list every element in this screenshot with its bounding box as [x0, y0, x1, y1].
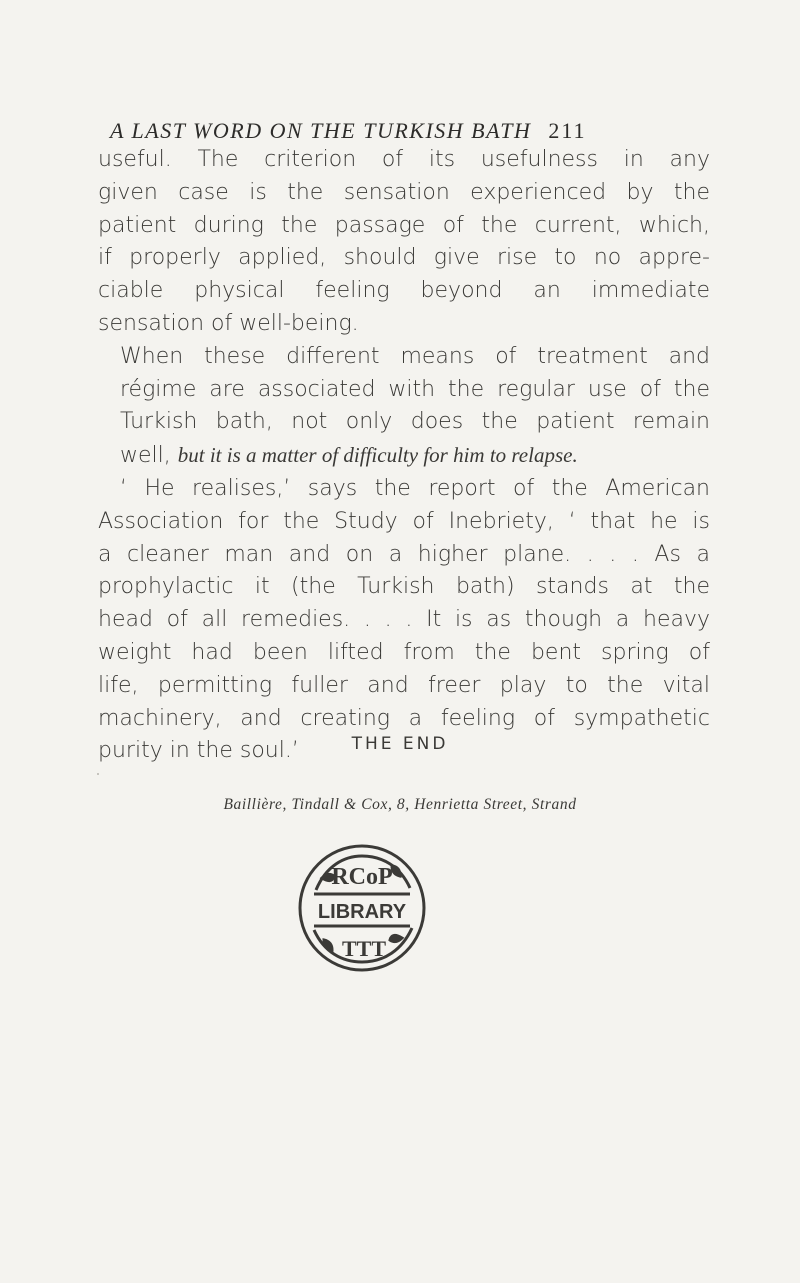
text-line: Turkish bath, not only does the patient remain [120, 409, 710, 435]
text-line: patient during the passage of the current, which, [98, 212, 710, 238]
text-line: a cleaner man and on a higher plane. . . . As a [98, 541, 710, 567]
body-text [98, 144, 710, 768]
text-line: useful. The criterion of its usefulness in any [98, 147, 710, 172]
text-line: Association for the Study of Inebriety, ‘ that he is [98, 508, 710, 534]
text-line: prophylactic it (the Turkish bath) stands at the [98, 574, 710, 600]
svg-text:LIBRARY: LIBRARY [317, 901, 407, 923]
text-line: if properly applied, should give rise to no appre- [98, 245, 710, 271]
text-line: machinery, and creating a feeling of sympathetic [98, 705, 710, 731]
text-line: ciable physical feeling beyond an immediate [98, 278, 710, 304]
paragraph-2 [98, 341, 710, 473]
svg-text:TTT: TTT [341, 936, 387, 961]
text-line-mixed [98, 439, 710, 473]
italic-emphasis: but it is a matter of difficulty for him to relapse. [177, 443, 578, 468]
text-line: purity in the soul.’ [98, 738, 299, 764]
text-line: life, permitting fuller and freer play to the vital [98, 672, 710, 698]
speck-mark [97, 773, 99, 775]
text-line: weight had been lifted from the bent spring of [98, 639, 710, 665]
printer-imprint: Baillière, Tindall & Cox, 8, Henrietta Street, Strand [223, 796, 577, 813]
running-head [110, 118, 690, 144]
text-line: given case is the sensation experienced by the [98, 179, 710, 205]
text-line: régime are associated with the regular use of the [120, 376, 710, 402]
paragraph-1 [98, 144, 710, 341]
running-head-title: A LAST WORD ON THE TURKISH BATH [110, 118, 532, 143]
paragraph-3 [98, 473, 710, 768]
library-stamp-icon [292, 838, 432, 978]
text-line: ‘ He realises,’ says the report of the American [120, 475, 710, 501]
text-line: When these different means of treatment and [120, 343, 710, 369]
the-end-heading: THE END [351, 734, 449, 754]
text-line: sensation of well-being. [98, 310, 359, 336]
text-line: head of all remedies. . . . It is as though a heavy [98, 607, 710, 633]
svg-text:RCoP: RCoP [331, 864, 393, 890]
library-stamp [292, 838, 432, 978]
text-plain: well, [120, 443, 178, 469]
page-number: 211 [548, 118, 587, 143]
